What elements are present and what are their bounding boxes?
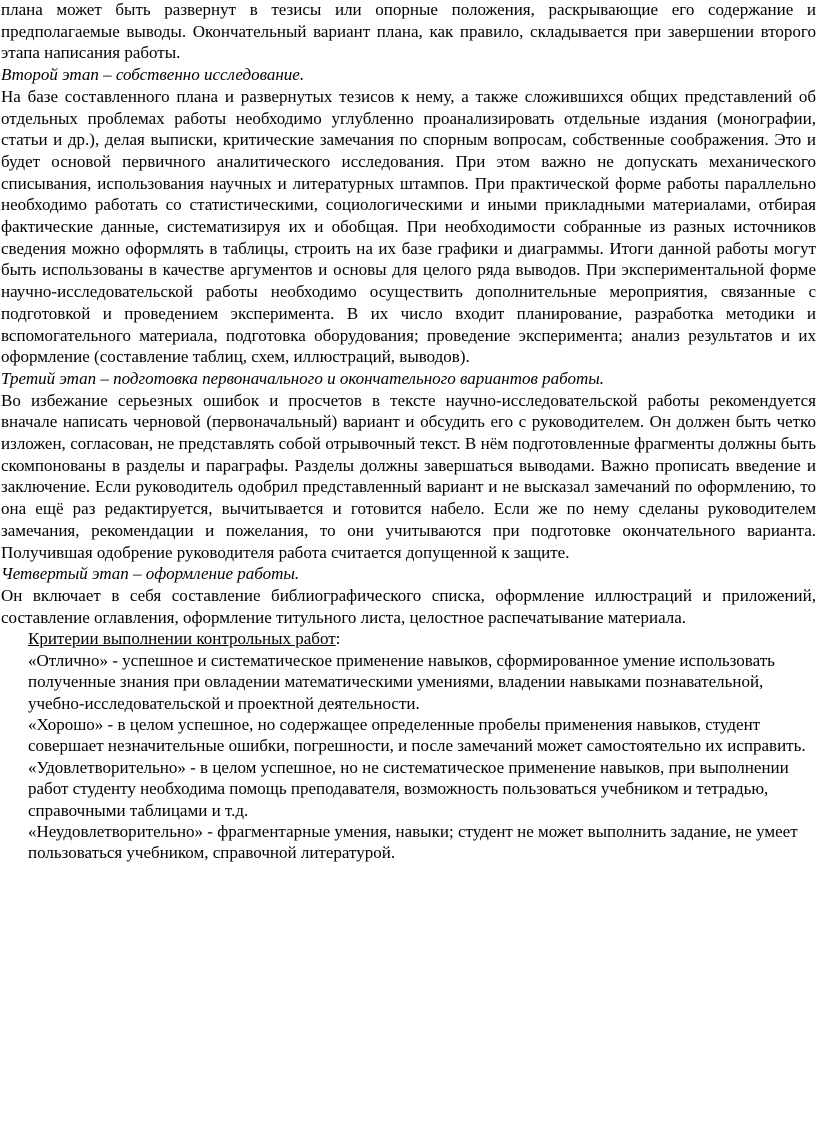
criteria-title-line [28, 628, 808, 649]
intro-paragraph: плана может быть развернут в тезисы или опорные положения, раскрывающие его содержание и предполагаемые выводы. Окончательный вариант плана, как правило, складывается при завершении второго этапа написания работы. [1, 0, 816, 63]
criterion-unsatisfactory: «Неудовлетворительно» - фрагментарные умения, навыки; студент не может выполнить задание, не умеет пользоваться учебником, справочной литературой. [28, 822, 798, 863]
criterion-excellent: «Отлично» - успешное и систематическое применение навыков, сформированное умение использовать полученные знания при овладении математическими умениями, владении навыками познавательной, учебно-исследовательской и проектной деятельности. [28, 650, 775, 713]
stage3-paragraph: Во избежание серьезных ошибок и просчетов в тексте научно-исследовательской работы рекомендуется вначале написать черновой (первоначальный) вариант и обсудить его с руководителем. Он должен быть четко изложен, согласован, не представлять собой отрывочный текст. В нём подготовленные фрагменты должны быть скомпонованы в разделы и параграфы. Разделы должны завершаться выводами. Важно прописать введение и заключение. Если руководитель одобрил представленный вариант и не высказал замечаний по оформлению, то она ещё раз редактируется, вычитывается и готовится набело. Если же по нему сделаны руководителем замечания, рекомендации и пожелания, то они учитываются при подготовке окончательного варианта. Получившая одобрение руководителя работа считается допущенной к защите. [1, 390, 816, 562]
stage3-heading: Третий этап – подготовка первоначального и окончательного вариантов работы. [1, 368, 604, 388]
criteria-title: Критерии выполнении контрольных работ [28, 629, 336, 649]
criterion-satisfactory: «Удовлетворительно» - в целом успешное, но не систематическое применение навыков, при выполнении работ студенту необходима помощь преподавателя, возможность пользоваться учебником и тетрадью, справочными таблицами и т.д. [28, 757, 789, 820]
criteria-title-colon: : [335, 629, 341, 649]
criteria-section [0, 628, 816, 863]
criterion-good: «Хорошо» - в целом успешное, но содержащее определенные пробелы применения навыков, студент совершает незначительные ошибки, погрешности, и после замечаний может самостоятельно их исправить. [28, 715, 806, 756]
stage2-paragraph: На базе составленного плана и развернутых тезисов к нему, а также сложившихся общих представлений об отдельных проблемах работы необходимо углубленно проанализировать отдельные издания (монографии, статьи и др.), делая выписки, критические замечания по спорным вопросам, собственные соображения. Это и будет основой первичного аналитического исследования. При этом важно не допускать механического списывания, использования научных и литературных штампов. При практической форме работы параллельно необходимо работать со статистическими, социологическими и иными прикладными материалами, отбирая фактические данные, систематизируя их и обобщая. При необходимости собранные из разных источников сведения можно оформлять в таблицы, строить на их базе графики и диаграммы. Итоги данной работы могут быть использованы в качестве аргументов и основы для целого ряда выводов. При экспериментальной форме научно-исследовательской работы необходимо осуществить дополнительные мероприятия, связанные с подготовкой и проведением эксперимента. В их число входит планирование, разработка методики и вспомогательного материала, подготовка оборудования; проведение эксперимента; анализ результатов и их оформление (составление таблиц, схем, иллюстраций, выводов). [1, 86, 816, 367]
stage4-paragraph: Он включает в себя составление библиографического списка, оформление иллюстраций и приложений, составление оглавления, оформление титульного листа, целостное распечатывание материала. [1, 585, 816, 627]
stage2-heading: Второй этап – собственно исследование. [1, 65, 305, 85]
stage4-heading: Четвертый этап – оформление работы. [1, 564, 300, 584]
